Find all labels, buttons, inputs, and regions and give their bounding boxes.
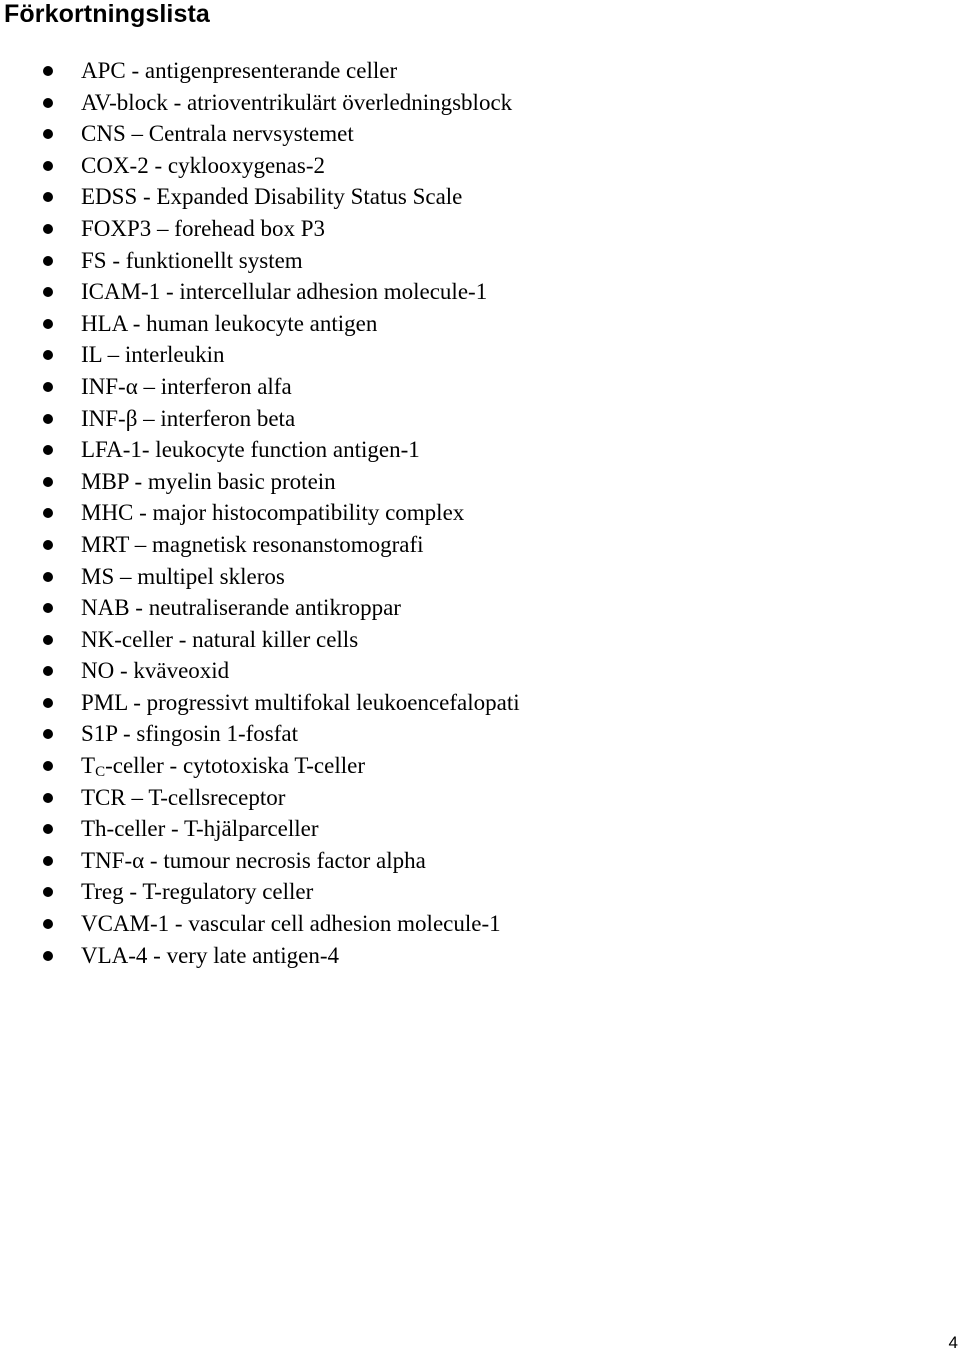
list-item [0, 655, 960, 687]
bullet-icon [43, 287, 53, 297]
abbreviation-text: VLA-4 - very late antigen-4 [81, 942, 340, 968]
abbreviation-text: VCAM-1 - vascular cell adhesion molecule-1 [81, 911, 501, 937]
list-item [0, 750, 960, 782]
list-item [0, 276, 960, 308]
list-item [0, 403, 960, 435]
abbreviation-text: FOXP3 – forehead box P3 [81, 215, 326, 241]
bullet-icon [43, 951, 53, 961]
bullet-icon [43, 224, 53, 234]
list-item [0, 561, 960, 593]
bullet-icon [43, 572, 53, 582]
abbreviation-text: INF-β – interferon beta [81, 405, 296, 431]
list-item [0, 308, 960, 340]
list-item [0, 371, 960, 403]
abbreviation-text: NK-celler - natural killer cells [81, 626, 359, 652]
abbreviation-text: NAB - neutraliserande antikroppar [81, 595, 401, 621]
list-item [0, 213, 960, 245]
bullet-icon [43, 824, 53, 834]
bullet-icon [43, 540, 53, 550]
abbreviation-main: T [81, 753, 96, 779]
bullet-icon [43, 698, 53, 708]
list-item [0, 339, 960, 371]
abbreviation-text: CNS – Centrala nervsystemet [81, 121, 354, 147]
bullet-icon [43, 445, 53, 455]
bullet-icon [43, 603, 53, 613]
list-item [0, 529, 960, 561]
list-item [0, 118, 960, 150]
abbreviation-text: PML - progressivt multifokal leukoencefalopati [81, 689, 520, 715]
abbreviation-text [81, 750, 365, 782]
list-item [0, 876, 960, 908]
bullet-icon [43, 319, 53, 329]
abbreviation-text: APC - antigenpresenterande celler [81, 58, 398, 83]
bullet-icon [43, 161, 53, 171]
bullet-icon [43, 887, 53, 897]
bullet-icon [43, 382, 53, 392]
list-item [0, 813, 960, 845]
abbreviation-text: AV-block - atrioventrikulärt överledningsblock [81, 89, 513, 115]
abbreviation-text: ICAM-1 - intercellular adhesion molecule-1 [81, 279, 488, 305]
list-item [0, 908, 960, 940]
list-item [0, 592, 960, 624]
bullet-icon [43, 414, 53, 424]
page-number: 4 [948, 1333, 958, 1352]
abbreviation-text: INF-α – interferon alfa [81, 373, 292, 399]
list-item [0, 624, 960, 656]
abbreviation-text: IL – interleukin [81, 342, 225, 368]
bullet-icon [43, 256, 53, 266]
bullet-icon [43, 761, 53, 771]
abbreviation-text: MHC - major histocompatibility complex [81, 500, 465, 526]
abbreviation-text: COX-2 - cyklooxygenas-2 [81, 152, 326, 178]
abbreviation-text: Treg - T-regulatory celler [81, 879, 314, 905]
list-item [0, 466, 960, 498]
bullet-icon [43, 129, 53, 139]
list-item [0, 181, 960, 213]
bullet-icon [43, 192, 53, 202]
abbreviation-text: NO - kväveoxid [81, 658, 230, 684]
bullet-icon [43, 508, 53, 518]
list-item [0, 245, 960, 277]
list-item [0, 845, 960, 877]
abbreviation-rest: -celler - cytotoxiska T-celler [105, 753, 365, 779]
abbreviation-text: TCR – T-cellsreceptor [81, 784, 286, 810]
bullet-icon [43, 793, 53, 803]
list-item [0, 687, 960, 719]
list-item [0, 150, 960, 182]
bullet-icon [43, 919, 53, 929]
list-item [0, 434, 960, 466]
abbreviation-text: S1P - sfingosin 1-fosfat [81, 721, 299, 747]
bullet-icon [43, 635, 53, 645]
bullet-icon [43, 477, 53, 487]
abbreviation-text: FS - funktionellt system [81, 247, 303, 273]
bullet-icon [43, 66, 53, 76]
bullet-icon [43, 666, 53, 676]
bullet-icon [43, 350, 53, 360]
abbreviation-text: MBP - myelin basic protein [81, 468, 336, 494]
abbreviation-text: MRT – magnetisk resonanstomografi [81, 531, 424, 557]
list-item [0, 87, 960, 119]
bullet-icon [43, 856, 53, 866]
page-title: Förkortningslista [4, 0, 210, 28]
bullet-icon [43, 729, 53, 739]
abbreviation-subscript: C [95, 764, 106, 781]
list-item [0, 782, 960, 814]
list-item [0, 718, 960, 750]
list-item [0, 55, 960, 87]
abbreviation-text: LFA-1- leukocyte function antigen-1 [81, 437, 420, 463]
abbreviation-text: Th-celler - T-hjälparceller [81, 816, 319, 842]
abbreviation-text: EDSS - Expanded Disability Status Scale [81, 184, 463, 210]
abbreviation-list [0, 55, 960, 971]
abbreviation-text: HLA - human leukocyte antigen [81, 310, 378, 336]
list-item [0, 497, 960, 529]
abbreviation-text: TNF-α - tumour necrosis factor alpha [81, 847, 426, 873]
abbreviation-text: MS – multipel skleros [81, 563, 285, 589]
list-item [0, 940, 960, 972]
bullet-icon [43, 98, 53, 108]
